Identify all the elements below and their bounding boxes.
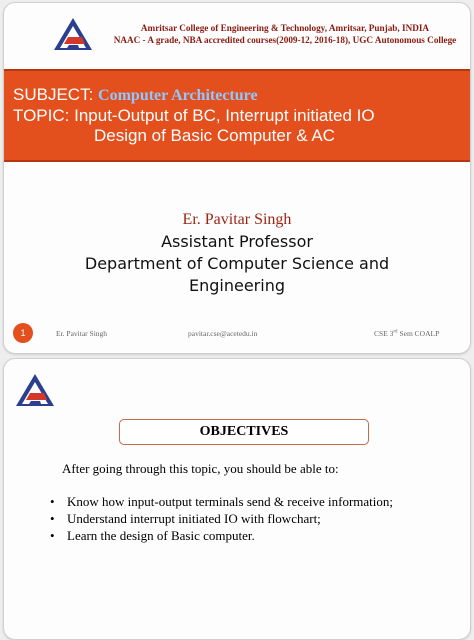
bullet-glyph: • (50, 511, 55, 526)
subject-label: SUBJECT: (13, 85, 94, 104)
subject-line (13, 85, 258, 106)
objective-text: Know how input-output terminals send & receive information; (67, 494, 394, 509)
speaker-role: Assistant Professor (161, 232, 313, 251)
college-logo-icon (52, 17, 94, 51)
footer-course-pre: CSE 3 (374, 329, 394, 338)
institution-header (100, 22, 470, 46)
topic-line (13, 106, 375, 126)
title-banner (4, 69, 470, 162)
list-item (50, 510, 393, 527)
bullet-glyph: • (50, 494, 55, 509)
bullet-glyph: • (50, 528, 55, 543)
college-logo-icon (14, 373, 56, 407)
title-slide (3, 2, 471, 354)
footer-author: Er. Pavitar Singh (56, 329, 108, 338)
speaker-name: Er. Pavitar Singh (182, 211, 292, 228)
objective-text: Understand interrupt initiated IO with flowchart; (67, 511, 321, 526)
objectives-list (50, 493, 393, 544)
footer-course-post: Sem COALP (397, 329, 440, 338)
objectives-heading: OBJECTIVES (119, 419, 369, 445)
objectives-intro: After going through this topic, you should be able to: (62, 461, 339, 476)
slide-number-badge: 1 (13, 323, 33, 343)
objectives-slide (3, 358, 471, 640)
institution-line2: NAAC - A grade, NBA accredited courses(2009-12, 2016-18), UGC Autonomous College (113, 35, 457, 45)
objective-text: Learn the design of Basic computer. (67, 528, 255, 543)
institution-line1: Amritsar College of Engineering & Technology, Amritsar, Punjab, INDIA (140, 23, 430, 33)
list-item (50, 527, 393, 544)
topic-label: TOPIC: (13, 106, 70, 125)
list-item (50, 493, 393, 510)
subject-value: Computer Architecture (98, 87, 258, 104)
footer-course (374, 329, 439, 338)
speaker-dept-line1: Department of Computer Science and (84, 254, 390, 273)
speaker-dept-line2: Engineering (189, 276, 285, 295)
speaker-block (4, 209, 470, 297)
topic-line2: Design of Basic Computer & AC (94, 126, 335, 145)
footer-course-sup: rd (393, 329, 398, 335)
topic-line1: Input-Output of BC, Interrupt initiated IO (74, 106, 375, 125)
footer-email: pavitar.cse@acetedu.in (188, 329, 258, 338)
